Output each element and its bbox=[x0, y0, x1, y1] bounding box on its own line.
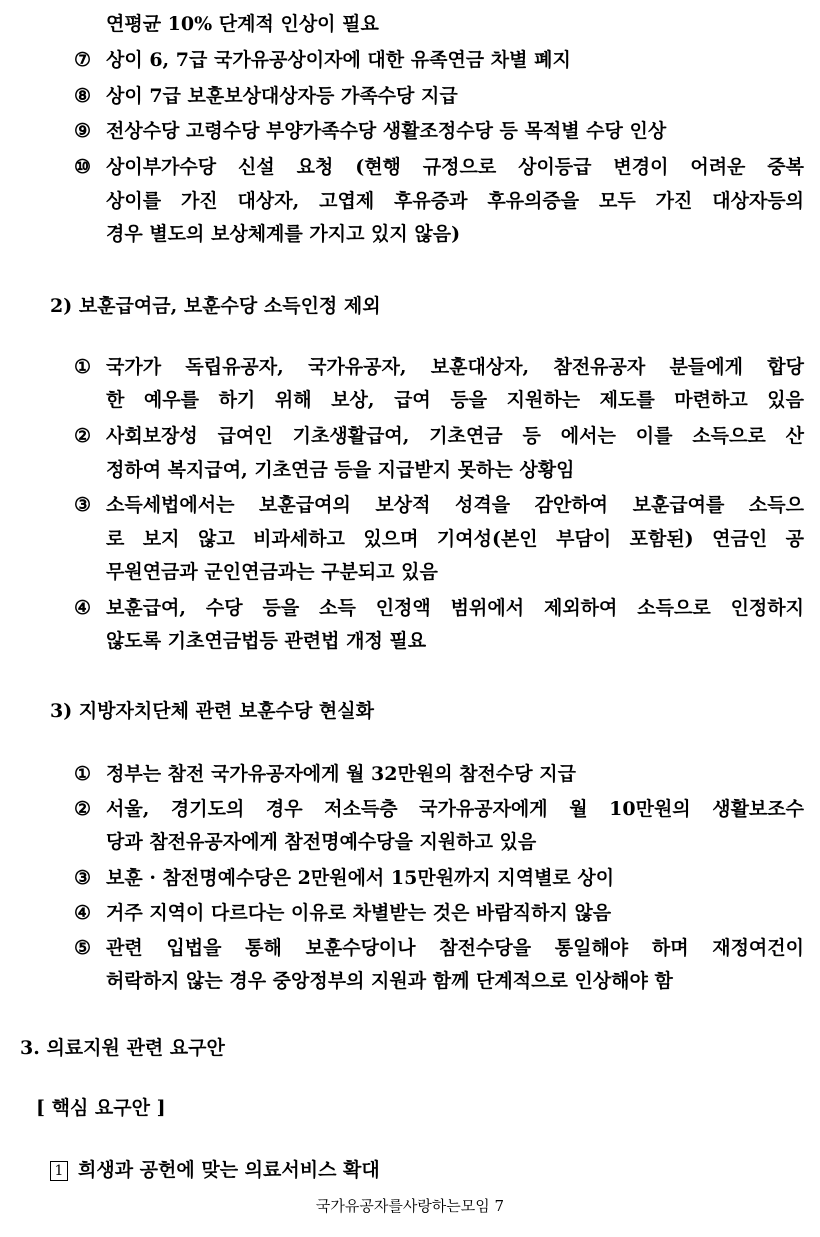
list-marker: ② bbox=[74, 798, 92, 820]
list-item bbox=[74, 424, 804, 448]
text-line: 무원연금과 군인연금과는 구분되고 있음 bbox=[106, 561, 438, 583]
list-marker: ③ bbox=[74, 494, 92, 516]
list-marker: ① bbox=[74, 356, 92, 378]
list-item-text: 상이 7급 보훈보상대상자등 가족수당 지급 bbox=[106, 85, 458, 107]
list-item bbox=[74, 493, 804, 517]
numbered-box: 1 bbox=[50, 1161, 68, 1181]
list-item bbox=[74, 596, 804, 620]
list-marker: ⑤ bbox=[74, 937, 92, 959]
section-heading: 3) 지방자치단체 관련 보훈수당 현실화 bbox=[50, 700, 374, 722]
list-item bbox=[74, 936, 804, 960]
list-marker: ⑧ bbox=[74, 85, 92, 107]
list-marker: ⑨ bbox=[74, 120, 92, 142]
subsection-label: [ 핵심 요구안 ] bbox=[36, 1097, 166, 1119]
list-item bbox=[74, 155, 804, 179]
text-line: 경우 별도의 보상체계를 가지고 있지 않음) bbox=[106, 223, 461, 245]
text-line: 않도록 기초연금법등 관련법 개정 필요 bbox=[106, 630, 427, 652]
text-line: 한 예우를 하기 위해 보상, 급여 등을 지원하는 제도를 마련하고 있음 bbox=[106, 389, 804, 411]
list-item bbox=[74, 866, 614, 890]
section-heading: 2) 보훈급여금, 보훈수당 소득인정 제외 bbox=[50, 295, 381, 317]
list-item-text: 국가가 독립유공자, 국가유공자, 보훈대상자, 참전유공자 분들에게 합당 bbox=[106, 356, 804, 378]
list-marker: ⑦ bbox=[74, 49, 92, 71]
list-item bbox=[74, 762, 576, 786]
list-marker: ③ bbox=[74, 867, 92, 889]
text-line: 정하여 복지급여, 기초연금 등을 지급받지 못하는 상황임 bbox=[106, 459, 575, 481]
list-item bbox=[74, 84, 458, 108]
list-marker: ② bbox=[74, 425, 92, 447]
list-item bbox=[74, 48, 571, 72]
list-item-text: 거주 지역이 다르다는 이유로 차별받는 것은 바람직하지 않음 bbox=[106, 902, 612, 924]
list-item bbox=[74, 901, 611, 925]
list-item-text: 희생과 공헌에 맞는 의료서비스 확대 bbox=[78, 1159, 380, 1181]
list-item-text: 상이 6, 7급 국가유공상이자에 대한 유족연금 차별 폐지 bbox=[106, 49, 571, 71]
text-line: 연평균 10% 단계적 인상이 필요 bbox=[106, 13, 379, 35]
list-marker: ① bbox=[74, 763, 92, 785]
list-item bbox=[74, 355, 804, 379]
text-line: 로 보지 않고 비과세하고 있으며 기여성(본인 부담이 포함된) 연금인 공 bbox=[106, 528, 804, 550]
list-item-text: 사회보장성 급여인 기초생활급여, 기초연금 등 에서는 이를 소득으로 산 bbox=[106, 425, 804, 447]
list-item-text: 보훈급여, 수당 등을 소득 인정액 범위에서 제외하여 소득으로 인정하지 bbox=[106, 597, 804, 619]
text-line: 허락하지 않는 경우 중앙정부의 지원과 함께 단계적으로 인상해야 함 bbox=[106, 970, 673, 992]
text-line: 상이를 가진 대상자, 고엽제 후유증과 후유의증을 모두 가진 대상자등의 bbox=[106, 190, 804, 212]
list-item bbox=[50, 1158, 380, 1182]
list-item bbox=[74, 119, 666, 143]
list-marker: ⑩ bbox=[74, 156, 92, 178]
list-marker: ④ bbox=[74, 902, 92, 924]
page-footer: 국가유공자를사랑하는모임 7 bbox=[315, 1197, 505, 1215]
text-line: 당과 참전유공자에게 참전명예수당을 지원하고 있음 bbox=[106, 831, 537, 853]
list-item-text: 상이부가수당 신설 요청 (현행 규정으로 상이등급 변경이 어려운 중복 bbox=[106, 156, 804, 178]
list-item bbox=[74, 797, 804, 821]
list-item-text: 정부는 참전 국가유공자에게 월 32만원의 참전수당 지급 bbox=[106, 763, 576, 785]
list-item-text: 전상수당 고령수당 부양가족수당 생활조정수당 등 목적별 수당 인상 bbox=[106, 120, 667, 142]
list-item-text: 보훈 · 참전명예수당은 2만원에서 15만원까지 지역별로 상이 bbox=[106, 867, 615, 889]
list-item-text: 관련 입법을 통해 보훈수당이나 참전수당을 통일해야 하며 재정여건이 bbox=[106, 937, 804, 959]
chapter-heading: 3. 의료지원 관련 요구안 bbox=[20, 1037, 225, 1059]
list-item-text: 소득세법에서는 보훈급여의 보상적 성격을 감안하여 보훈급여를 소득으 bbox=[106, 494, 804, 516]
list-marker: ④ bbox=[74, 597, 92, 619]
list-item-text: 서울, 경기도의 경우 저소득층 국가유공자에게 월 10만원의 생활보조수 bbox=[106, 798, 804, 820]
